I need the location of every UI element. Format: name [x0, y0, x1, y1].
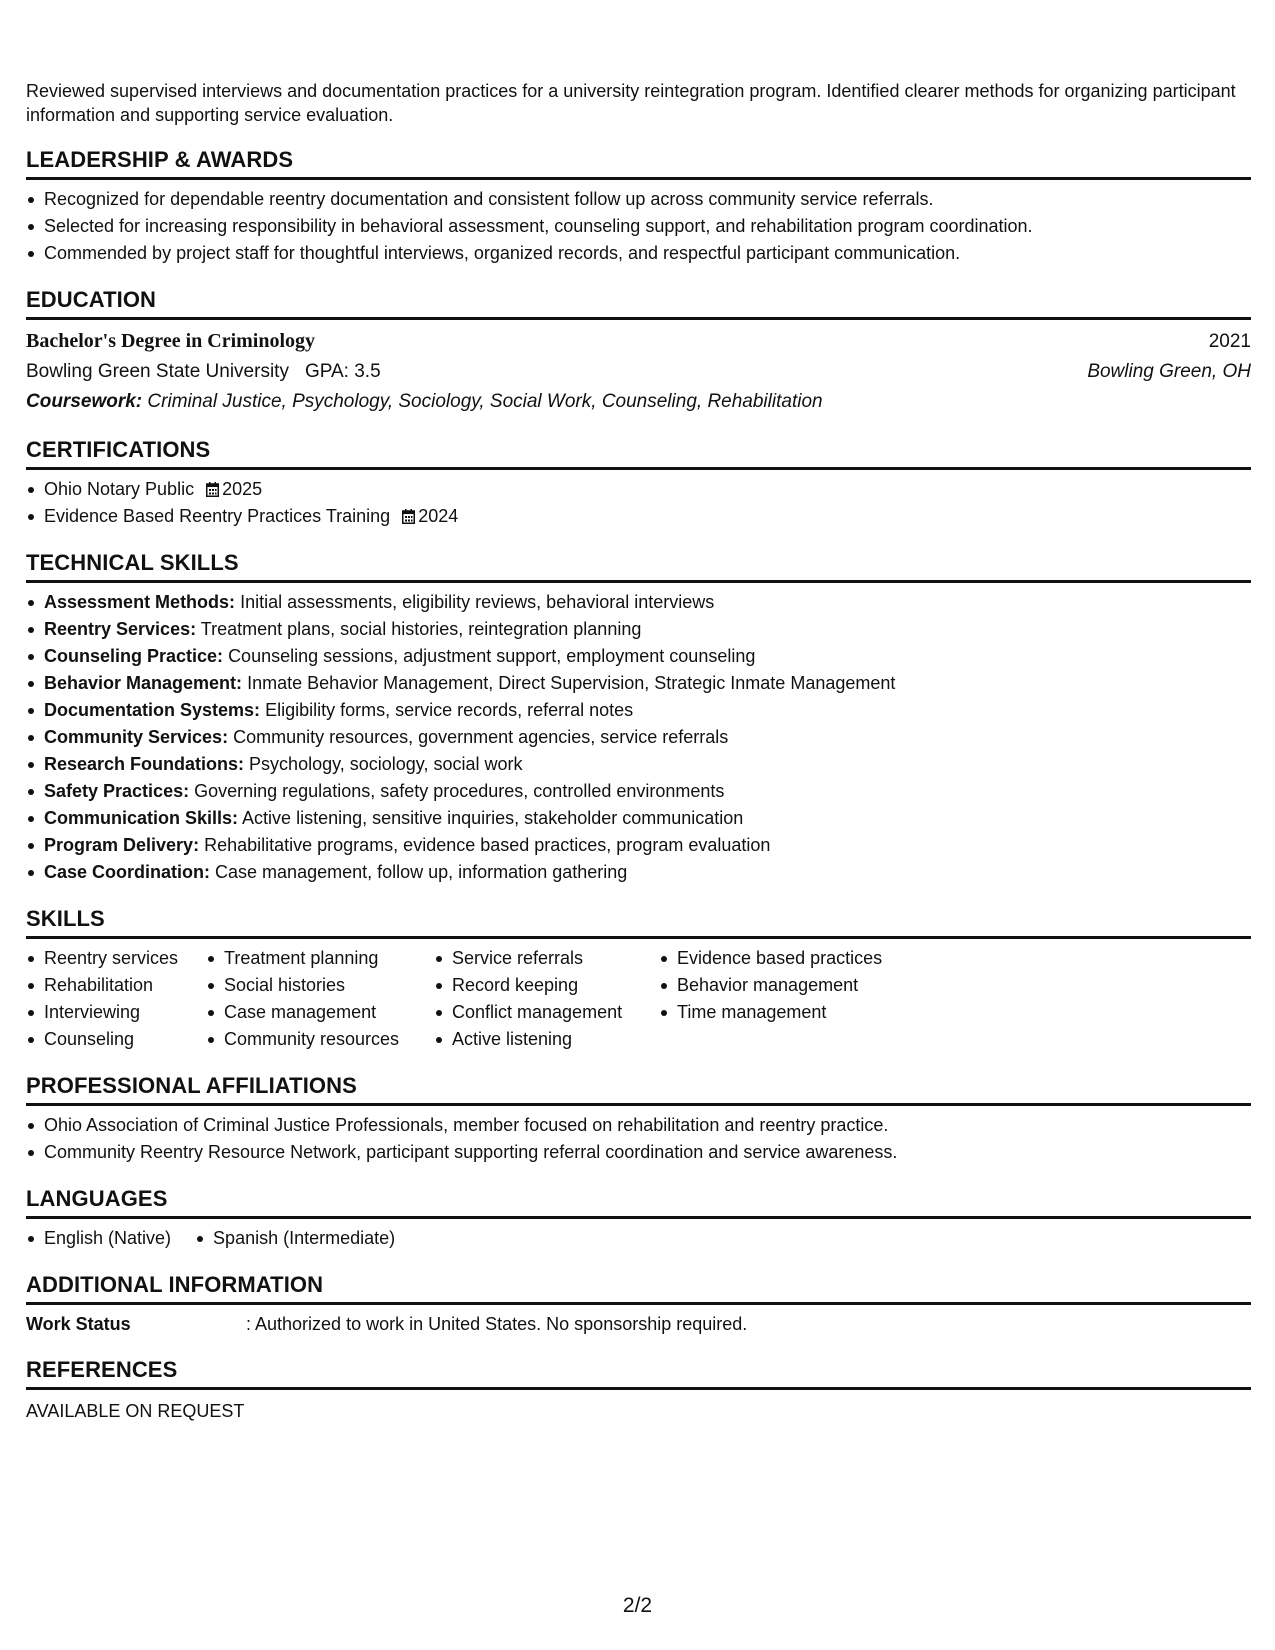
- technical-skills-list: [26, 589, 1251, 886]
- language-item: Spanish (Intermediate): [195, 1225, 395, 1252]
- list-item: Community Reentry Resource Network, participant supporting referral coordination and service awareness.: [26, 1139, 1251, 1166]
- degree-title: Bachelor's Degree in Criminology: [26, 330, 316, 352]
- gpa: GPA: 3.5: [304, 361, 381, 382]
- list-item: Reentry services: [26, 945, 206, 972]
- list-item: [26, 778, 1251, 805]
- list-item: Community resources: [206, 1026, 434, 1053]
- section-title-certifications: CERTIFICATIONS: [26, 437, 1251, 470]
- skills-column: [434, 945, 659, 1053]
- section-title-skills: SKILLS: [26, 906, 1251, 939]
- references-text: AVAILABLE ON REQUEST: [26, 1401, 245, 1421]
- skill-label: Assessment Methods:: [44, 592, 236, 612]
- list-item: Commended by project staff for thoughtful interviews, organized records, and respectful participant communication.: [26, 240, 1251, 267]
- section-title-references: REFERENCES: [26, 1357, 1251, 1390]
- section-title-languages: LANGUAGES: [26, 1186, 1251, 1219]
- section-title-affiliations: PROFESSIONAL AFFILIATIONS: [26, 1073, 1251, 1106]
- skills-column: [659, 945, 919, 1053]
- certification-item: [26, 476, 1251, 503]
- skill-label: Reentry Services:: [44, 619, 197, 639]
- coursework-line: [26, 387, 1251, 417]
- list-item: [26, 670, 1251, 697]
- calendar-icon: [402, 509, 415, 524]
- page-number: 2/2: [622, 1594, 653, 1617]
- skills-column: [26, 945, 206, 1053]
- list-item: Service referrals: [434, 945, 659, 972]
- skill-text: Governing regulations, safety procedures, controlled environments: [194, 781, 725, 801]
- skill-text: Rehabilitative programs, evidence based practices, program evaluation: [204, 835, 771, 855]
- skill-label: Behavior Management:: [44, 673, 243, 693]
- list-item: [26, 724, 1251, 751]
- school-name: Bowling Green State University: [26, 361, 289, 382]
- skill-label: Case Coordination:: [44, 862, 211, 882]
- certification-year: 2025: [222, 479, 263, 499]
- skill-text: Psychology, sociology, social work: [249, 754, 523, 774]
- skill-text: Active listening, sensitive inquiries, stakeholder communication: [242, 808, 744, 828]
- skill-label: Program Delivery:: [44, 835, 200, 855]
- list-item: [26, 589, 1251, 616]
- list-item: Rehabilitation: [26, 972, 206, 999]
- list-item: [26, 643, 1251, 670]
- languages-list: [26, 1225, 1251, 1252]
- list-item: Behavior management: [659, 972, 919, 999]
- skill-text: Counseling sessions, adjustment support, employment counseling: [228, 646, 756, 666]
- work-status-value: : Authorized to work in United States. No sponsorship required.: [246, 1314, 748, 1334]
- coursework-label: Coursework:: [26, 391, 143, 412]
- skill-label: Safety Practices:: [44, 781, 190, 801]
- skill-text: Eligibility forms, service records, referral notes: [265, 700, 634, 720]
- section-title-leadership: LEADERSHIP & AWARDS: [26, 147, 1251, 180]
- affiliations-list: [26, 1112, 1251, 1166]
- section-title-education: EDUCATION: [26, 287, 1251, 320]
- resume-page: [26, 0, 1251, 1424]
- list-item: [26, 616, 1251, 643]
- list-item: Interviewing: [26, 999, 206, 1026]
- list-item: [26, 832, 1251, 859]
- coursework-list: Criminal Justice, Psychology, Sociology, Social Work, Counseling, Rehabilitation: [147, 391, 823, 412]
- list-item: Selected for increasing responsibility in behavioral assessment, counseling support, and rehabilitation program coordination.: [26, 213, 1251, 240]
- list-item: Social histories: [206, 972, 434, 999]
- list-item: [26, 805, 1251, 832]
- work-status-label: Work Status: [26, 1314, 131, 1334]
- skills-column: [206, 945, 434, 1053]
- skills-grid: [26, 945, 1251, 1053]
- language-item: English (Native): [26, 1225, 171, 1252]
- school-line: [26, 357, 381, 387]
- list-item: Treatment planning: [206, 945, 434, 972]
- list-item: Counseling: [26, 1026, 206, 1053]
- skill-label: Documentation Systems:: [44, 700, 261, 720]
- skill-label: Communication Skills:: [44, 808, 239, 828]
- list-item: [26, 697, 1251, 724]
- leadership-list: [26, 186, 1251, 267]
- section-title-technical-skills: TECHNICAL SKILLS: [26, 550, 1251, 583]
- skill-text: Initial assessments, eligibility reviews, behavioral interviews: [240, 592, 715, 612]
- skill-label: Community Services:: [44, 727, 229, 747]
- work-status-row: [26, 1311, 1251, 1337]
- skill-text: Inmate Behavior Management, Direct Supervision, Strategic Inmate Management: [247, 673, 896, 693]
- list-item: Record keeping: [434, 972, 659, 999]
- list-item: Active listening: [434, 1026, 659, 1053]
- skill-text: Treatment plans, social histories, reintegration planning: [200, 619, 642, 639]
- certification-year: 2024: [418, 506, 459, 526]
- experience-description: Reviewed supervised interviews and documentation practices for a university reintegration program. Identified clearer methods for organizing participant information and supporting service evaluation.: [26, 81, 1236, 125]
- list-item: [26, 859, 1251, 886]
- list-item: Case management: [206, 999, 434, 1026]
- list-item: Recognized for dependable reentry documentation and consistent follow up across community service referrals.: [26, 186, 1251, 213]
- list-item: [26, 751, 1251, 778]
- education-entry: [26, 326, 1251, 417]
- certification-item: [26, 503, 1251, 530]
- certification-name: Evidence Based Reentry Practices Training: [44, 506, 391, 526]
- skill-label: Counseling Practice:: [44, 646, 224, 666]
- skill-label: Research Foundations:: [44, 754, 245, 774]
- skill-text: Community resources, government agencies, service referrals: [233, 727, 729, 747]
- list-item: Ohio Association of Criminal Justice Professionals, member focused on rehabilitation and reentry practice.: [26, 1112, 1251, 1139]
- degree-date: 2021: [1208, 331, 1251, 352]
- school-location: Bowling Green, OH: [1087, 361, 1251, 382]
- list-item: Time management: [659, 999, 919, 1026]
- list-item: Conflict management: [434, 999, 659, 1026]
- skill-text: Case management, follow up, information gathering: [215, 862, 628, 882]
- calendar-icon: [206, 482, 219, 497]
- list-item: Evidence based practices: [659, 945, 919, 972]
- certifications-list: [26, 476, 1251, 530]
- section-title-additional-info: ADDITIONAL INFORMATION: [26, 1272, 1251, 1305]
- certification-name: Ohio Notary Public: [44, 479, 195, 499]
